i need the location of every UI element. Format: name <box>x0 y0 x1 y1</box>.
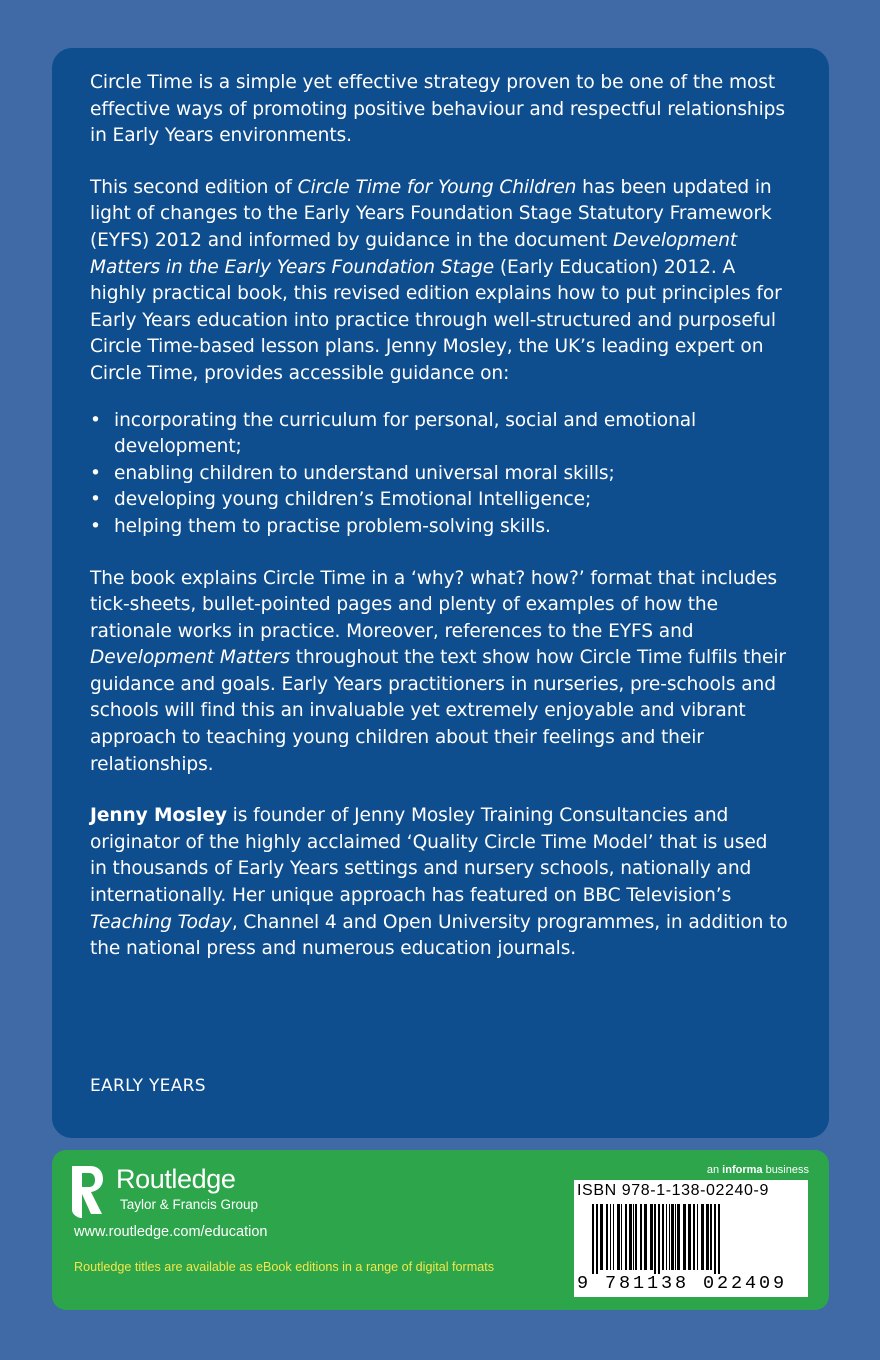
publisher-panel <box>52 1150 829 1310</box>
subject-category: EARLY YEARS <box>90 1076 206 1096</box>
list-item: • developing young children’s Emotional Intelligence; <box>90 487 789 514</box>
publisher-url: www.routledge.com/education <box>74 1224 268 1240</box>
publisher-name: Routledge <box>116 1164 236 1194</box>
author-bio <box>90 803 789 963</box>
back-cover-blurb <box>52 48 829 1138</box>
list-item: • helping them to practise problem-solving skills. <box>90 514 789 541</box>
development-matters-title: Development Matters <box>90 647 290 669</box>
programme-title: Teaching Today <box>90 911 232 933</box>
format-text-1: The book explains Circle Time in a ‘why? what? how?’ format that includes tick-sheets, bullet-pointed pages and plenty of examples of how the rationale works in practice. Moreover, references to the EYFS and <box>90 567 778 642</box>
format-paragraph <box>90 566 789 779</box>
ebook-note: Routledge titles are available as eBook editions in a range of digital formats <box>74 1260 495 1274</box>
intro-paragraph: Circle Time is a simple yet effective strategy proven to be one of the most effective ways of promoting positive behaviour and respectful relationships in Early Years environments. <box>90 72 785 147</box>
barcode <box>574 1180 808 1297</box>
bio-text-2: , Channel 4 and Open University programmes, in addition to the national press and numerous education journals. <box>90 911 788 960</box>
publisher-group: Taylor & Francis Group <box>120 1197 259 1212</box>
edition-text-2: has been updated in light of changes to the Early Years Foundation Stage Statutory Framework (EYFS) 2012 and informed by guidance in the document <box>90 176 772 251</box>
document-title: Development Matters in the Early Years Foundation Stage <box>90 229 738 278</box>
author-name: Jenny Mosley <box>90 805 227 827</box>
barcode-bars <box>574 1204 808 1274</box>
edition-text-3: (Early Education) 2012. A highly practical book, this revised edition explains how to put principles for Early Years education into practice through well-structured and purposeful Circle Time-based lesson plans. Jenny Mosley, the UK’s leading expert on Circle Time, provides accessible guidance on: <box>90 256 782 384</box>
list-item: • enabling children to understand universal moral skills; <box>90 461 789 488</box>
format-text-2: throughout the text show how Circle Time fulfils their guidance and goals. Early Years practitioners in nurseries, pre-schools and schools will find this an invaluable yet extremely enjoyable and vibrant approach to teaching young children about their feelings and their relationships. <box>90 647 786 775</box>
book-title: Circle Time for Young Children <box>297 176 577 198</box>
barcode-digits: 9 781138 022409 <box>577 1273 788 1294</box>
list-item: • incorporating the curriculum for personal, social and emotional development; <box>90 408 789 461</box>
informa-tagline: an informa business <box>706 1164 809 1176</box>
isbn-label: ISBN 978-1-138-02240-9 <box>577 1182 769 1199</box>
guidance-list <box>90 408 789 541</box>
routledge-r-logo <box>68 1160 104 1220</box>
edition-text-1: This second edition of <box>90 176 298 198</box>
bio-text-1: is founder of Jenny Mosley Training Consultancies and originator of the highly acclaimed ‘Quality Circle Time Model’ that is used in thousands of Early Years settings and nursery schools, nationally and internationally. Her unique approach has featured on BBC Television’s <box>90 805 768 907</box>
edition-paragraph <box>90 175 789 388</box>
